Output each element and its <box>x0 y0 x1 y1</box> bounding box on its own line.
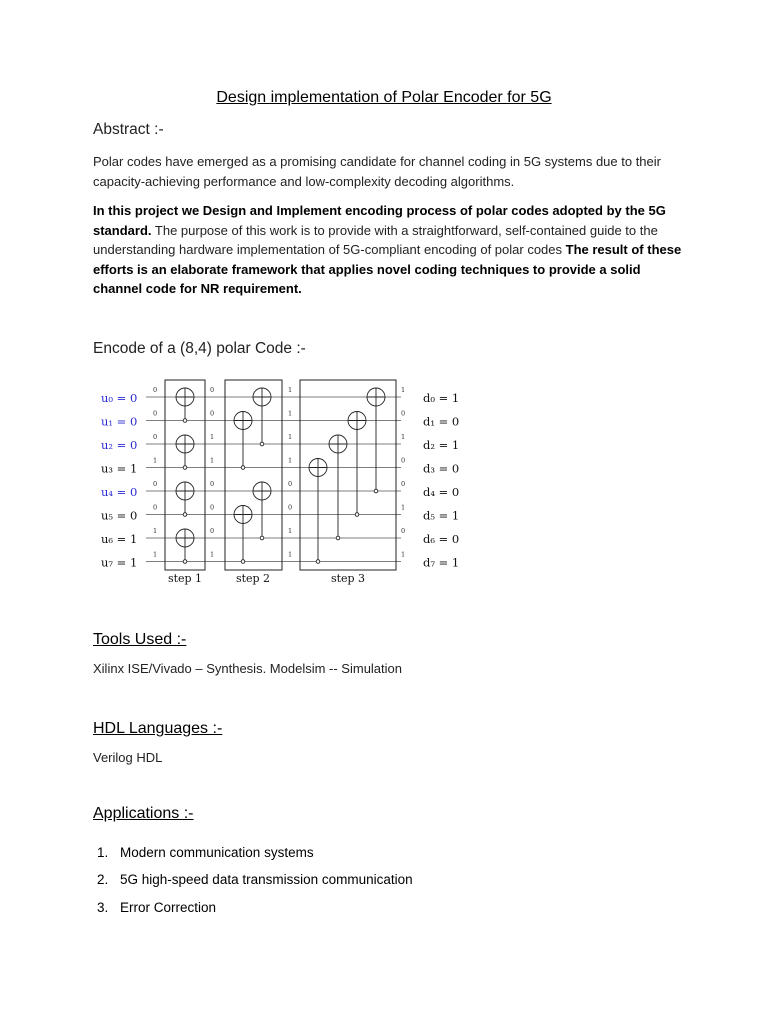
junction-dot <box>183 419 187 423</box>
list-item: 3. Error Correction <box>97 900 217 915</box>
bit-label: 1 <box>153 527 158 535</box>
input-label: u₂ = 0 <box>101 438 138 452</box>
encode-heading: Encode of a (8,4) polar Code :- <box>93 340 306 357</box>
input-label: u₀ = 0 <box>101 391 138 405</box>
step-label: step 1 <box>167 572 203 585</box>
hdl-text: Verilog HDL <box>93 750 163 765</box>
step-label: step 2 <box>235 572 271 585</box>
bit-label: 0 <box>153 433 158 441</box>
junction-dot <box>183 560 187 564</box>
abstract-paragraph-1: Polar codes have emerged as a promising candidate for channel coding in 5G systems due to their capacity-achieving performance and low-complexity decoding algorithms. <box>93 154 661 189</box>
bit-label: 1 <box>288 550 293 559</box>
input-label: u₃ = 1 <box>101 461 138 476</box>
input-label: u₆ = 1 <box>101 532 138 546</box>
junction-dot <box>336 536 340 540</box>
junction-dot <box>260 442 264 446</box>
hdl-heading: HDL Languages :- <box>93 720 223 737</box>
abstract-bold-intro: In this project we Design and Implement encoding process of polar codes adopted by the 5G standard. <box>93 203 666 238</box>
bit-label: 1 <box>401 550 406 559</box>
bit-label: 0 <box>401 409 406 418</box>
bit-label: 1 <box>288 456 293 465</box>
bit-label: 0 <box>288 503 293 512</box>
output-label: d₅ = 1 <box>423 508 460 523</box>
bit-label: 0 <box>153 480 158 488</box>
junction-dot <box>241 560 245 564</box>
bit-label: 1 <box>288 409 293 418</box>
bit-label: 0 <box>401 527 406 535</box>
junction-dot <box>183 513 187 517</box>
bit-label: 0 <box>210 409 215 418</box>
input-label: u₅ = 0 <box>101 508 138 523</box>
bit-label: 0 <box>401 480 406 488</box>
abstract-paragraph-2 <box>93 201 683 299</box>
input-label: u₄ = 0 <box>101 485 138 499</box>
output-label: d₂ = 1 <box>423 438 460 452</box>
output-label: d₃ = 0 <box>423 461 460 476</box>
junction-dot <box>183 466 187 470</box>
bit-label: 1 <box>401 433 406 441</box>
list-item: 1. Modern communication systems <box>97 845 314 860</box>
bit-label: 1 <box>288 527 293 535</box>
bit-label: 0 <box>153 409 158 418</box>
bit-label: 1 <box>210 456 215 465</box>
bit-label: 1 <box>153 456 158 465</box>
bit-label: 0 <box>288 480 293 488</box>
polar-encoder-diagram <box>96 372 466 587</box>
bit-label: 1 <box>288 386 293 394</box>
bit-label: 0 <box>210 386 215 394</box>
abstract-normal-text: The purpose of this work is to provide with a straightforward, self-contained guide to the understanding hardware implementation of 5G-compliant encoding of polar codes <box>93 222 658 257</box>
output-label: d₁ = 0 <box>423 414 460 429</box>
bit-label: 0 <box>401 456 406 465</box>
tools-heading: Tools Used :- <box>93 631 187 648</box>
bit-label: 0 <box>153 503 158 512</box>
tools-text: Xilinx ISE/Vivado – Synthesis. Modelsim -- Simulation <box>93 661 402 676</box>
bit-label: 1 <box>288 433 293 441</box>
bit-label: 1 <box>210 550 215 559</box>
step-label: step 3 <box>330 572 366 585</box>
abstract-heading: Abstract :- <box>93 121 164 138</box>
bit-label: 1 <box>210 433 215 441</box>
abstract-bold-conclusion: The result of these efforts is an elaborate framework that applies novel coding techniques to provide a solid channel code for NR requirement. <box>93 242 682 296</box>
bit-label: 0 <box>210 480 215 488</box>
bit-label: 1 <box>401 386 406 394</box>
output-label: d₄ = 0 <box>423 485 460 499</box>
step-2-box <box>225 380 282 570</box>
input-label: u₁ = 0 <box>101 414 138 429</box>
applications-heading: Applications :- <box>93 805 194 822</box>
bit-label: 1 <box>153 550 158 559</box>
output-label: d₆ = 0 <box>423 532 460 546</box>
junction-dot <box>374 489 378 493</box>
junction-dot <box>355 513 359 517</box>
output-label: d₇ = 1 <box>423 555 460 570</box>
output-label: d₀ = 1 <box>423 391 460 405</box>
bit-label: 1 <box>401 503 406 512</box>
bit-label: 0 <box>153 386 158 394</box>
junction-dot <box>260 536 264 540</box>
bit-label: 0 <box>210 503 215 512</box>
page-title: Design implementation of Polar Encoder for 5G <box>216 89 552 106</box>
list-item: 2. 5G high-speed data transmission communication <box>97 872 413 887</box>
junction-dot <box>316 560 320 564</box>
junction-dot <box>241 466 245 470</box>
bit-label: 0 <box>210 527 215 535</box>
input-label: u₇ = 1 <box>101 555 138 570</box>
